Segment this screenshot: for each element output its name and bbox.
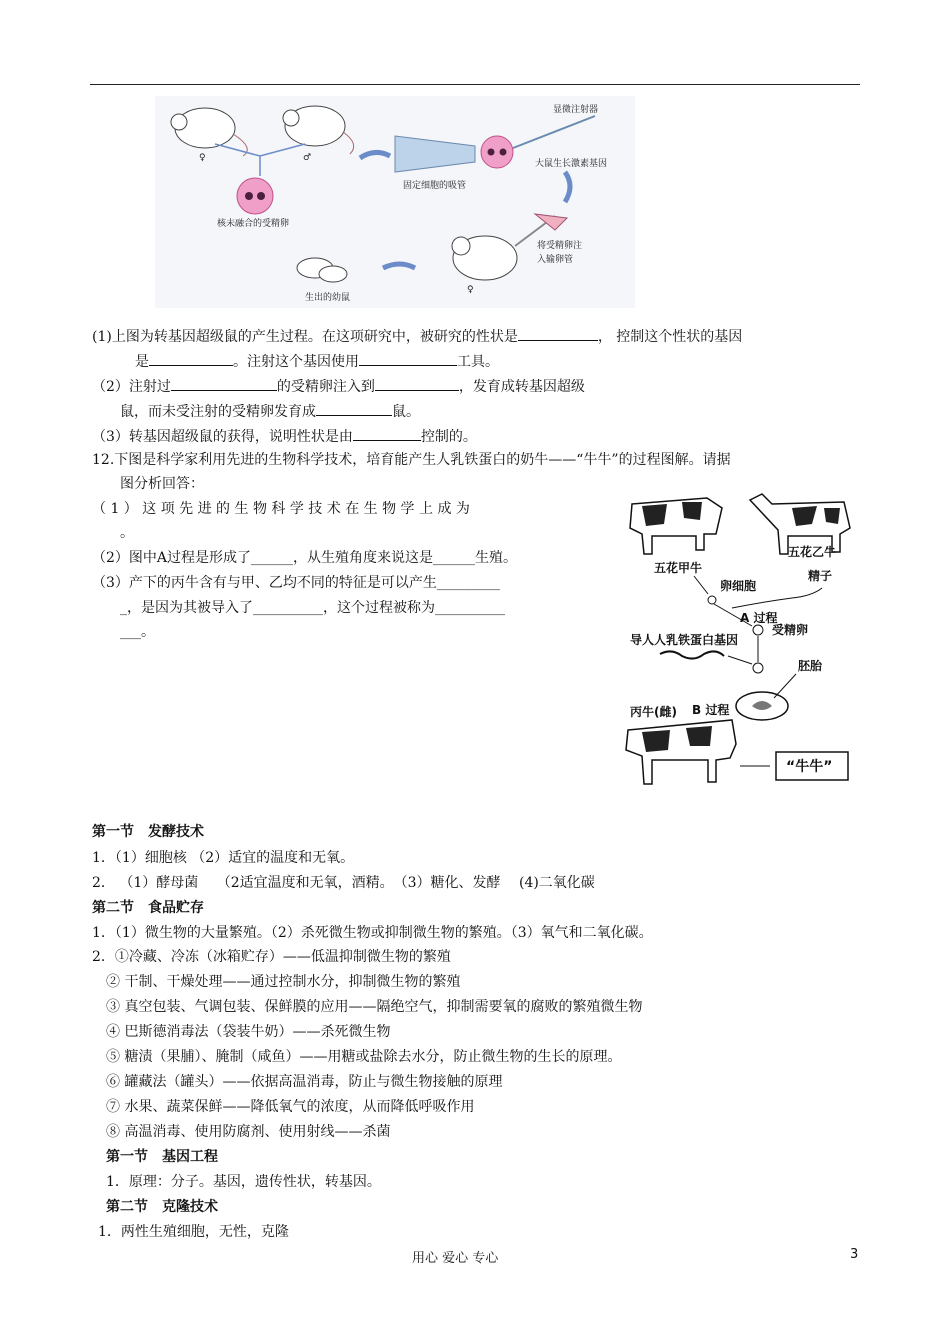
blank-trait[interactable] xyxy=(518,325,598,341)
answer-c1: 1．原理：分子。基因，遗传性状，转基因。 xyxy=(106,1174,381,1190)
gene-label: 大鼠生长激素基因 xyxy=(535,159,608,169)
answer-b5: ④ 巴斯德消毒法（袋装牛奶）——杀死微生物 xyxy=(106,1024,391,1040)
sperm-label: 精子 xyxy=(808,569,833,583)
blank-gene[interactable] xyxy=(149,350,233,366)
q11-p2b: 的受精卵注入到 xyxy=(276,379,375,395)
q11-p1a: (1)上图为转基因超级鼠的产生过程。在这项研究中，被研究的性状是 xyxy=(92,329,518,345)
blank-oviduct[interactable] xyxy=(375,375,459,391)
answer-b4: ③ 真空包装、气调包装、保鲜膜的应用——隔绝空气，抑制需要氧的腐败的繁殖微生物 xyxy=(106,999,643,1015)
section-heading-genetic-engineering: 第一节 基因工程 xyxy=(106,1149,218,1165)
zygote-label: 核未融合的受精卵 xyxy=(217,219,290,229)
answer-b3: ② 干制、干燥处理——通过控制水分，抑制微生物的繁殖 xyxy=(106,974,461,990)
cow-c-icon xyxy=(626,720,736,784)
q12-s3c: ___。 xyxy=(120,624,155,640)
q11-p2a: （2）注射过 xyxy=(92,379,171,395)
gene-import-label: 导人人乳铁蛋白基因 xyxy=(630,633,739,647)
q11-p1b: ， 控制这个性状的基因 xyxy=(597,329,743,345)
q12-s2: （2）图中A过程是形成了______，从生殖角度来说这是______生殖。 xyxy=(92,550,518,566)
q11-p3b: 控制的。 xyxy=(420,429,477,445)
q11-p3a: （3）转基因超级鼠的获得，说明性状是由 xyxy=(92,429,353,445)
q11-p1d: 。注射这个基因使用 xyxy=(233,354,359,370)
female-symbol: ♀ xyxy=(199,153,206,163)
q11-line-5 xyxy=(92,425,477,447)
inject-label-2: 入输卵管 xyxy=(537,255,574,265)
q11-line-4 xyxy=(120,400,420,422)
zygote-cow-label: 受精卵 xyxy=(772,623,809,637)
q11-p1e: 工具。 xyxy=(457,354,499,370)
inject-label: 将受精卵注 xyxy=(537,241,583,251)
blank-injected[interactable] xyxy=(171,375,277,391)
q11-line-1 xyxy=(92,325,742,347)
gene-strand-icon xyxy=(660,651,724,658)
answer-d1: 1．两性生殖细胞，无性，克隆 xyxy=(98,1224,289,1240)
answer-b2: 2．①冷藏、冷冻（冰箱贮存）——低温抑制微生物的繁殖 xyxy=(92,949,451,965)
q12-s3a: （3）产下的丙牛含有与甲、乙均不同的特征是可以产生_________ xyxy=(92,575,500,591)
q12-intro-2: 图分析回答： xyxy=(120,476,204,492)
q11-p2e: 鼠。 xyxy=(392,404,420,420)
section-heading-fermentation: 第一节 发酵技术 xyxy=(92,824,204,840)
cow-c-label: 丙牛(雌) xyxy=(630,705,677,719)
male-symbol: ♂ xyxy=(303,153,312,163)
page-number: 3 xyxy=(850,1247,859,1262)
answer-b6: ⑤ 糖渍（果脯）、腌制（咸鱼）——用糖或盐除去水分，防止微生物的生长的原理。 xyxy=(106,1049,622,1065)
q11-line-3 xyxy=(92,375,585,397)
q11-p2d: 鼠，而未受注射的受精卵发育成 xyxy=(120,404,316,420)
pipette-label: 固定细胞的吸管 xyxy=(403,181,467,191)
zygote-cell-icon xyxy=(237,178,273,214)
q11-line-2 xyxy=(135,350,499,372)
answer-b8: ⑦ 水果、蔬菜保鲜——降低氧气的浓度，从而降低呼吸作用 xyxy=(106,1099,475,1115)
section-heading-cloning: 第二节 克隆技术 xyxy=(106,1199,218,1215)
q12-intro-1: 12.下图是科学家利用先进的生物科学技术，培育能产生人乳铁蛋白的奶牛——“牛牛”的过程图解。请据 xyxy=(92,452,731,468)
cow-a-label: 五花甲牛 xyxy=(654,561,703,575)
micro-injector-label: 显微注射器 xyxy=(553,105,599,115)
footer-motto: 用心 爱心 专心 xyxy=(412,1251,499,1266)
cow-b-label: 五花乙牛 xyxy=(788,545,837,559)
egg-icon xyxy=(708,596,716,604)
zygote-icon xyxy=(753,625,763,635)
embryo-label: 胚胎 xyxy=(798,659,823,673)
answer-b1: 1．（1）微生物的大量繁殖。（2）杀死微生物或抑制微生物的繁殖。（3）氧气和二氧化碳。 xyxy=(92,925,653,941)
header-rule xyxy=(90,84,860,85)
process-a-label: A 过程 xyxy=(740,611,778,625)
process-b-label: B 过程 xyxy=(692,703,730,717)
answer-a1: 1．（1）细胞核 （2）适宜的温度和无氧。 xyxy=(92,850,355,866)
answer-a2: 2． （1）酵母菌 （2适宜温度和无氧，酒精。 （3）糖化、发酵 (4)二氧化碳 xyxy=(92,875,595,891)
offspring-label: 生出的幼鼠 xyxy=(305,293,351,303)
cow-process-figure xyxy=(612,484,862,794)
q12-s1: （ 1 ） 这 项 先 进 的 生 物 科 学 技 术 在 生 物 学 上 成 为 xyxy=(92,501,470,517)
q12-s3b: _，是因为其被导入了__________，这个过程被称为__________ xyxy=(120,600,505,616)
q11-p1c: 是 xyxy=(135,354,149,370)
result-label: “牛牛” xyxy=(786,759,833,775)
cow-a-icon xyxy=(630,498,722,554)
section-heading-food-storage: 第二节 食品贮存 xyxy=(92,900,204,916)
transgenic-mouse-figure xyxy=(155,96,635,308)
blank-tool[interactable] xyxy=(359,350,457,366)
q11-p2c: ，发育成转基因超级 xyxy=(458,379,585,395)
answer-b9: ⑧ 高温消毒、使用防腐剂、使用射线——杀菌 xyxy=(106,1124,391,1140)
answer-b7: ⑥ 罐藏法（罐头）——依据高温消毒，防止与微生物接触的原理 xyxy=(106,1074,503,1090)
egg-label: 卵细胞 xyxy=(720,579,757,593)
blank-controller[interactable] xyxy=(353,425,421,441)
fertilized-cell-icon xyxy=(753,663,763,673)
blank-normal[interactable] xyxy=(316,400,392,416)
recipient-female-symbol: ♀ xyxy=(467,285,474,295)
q12-s1b: 。 xyxy=(120,525,134,541)
